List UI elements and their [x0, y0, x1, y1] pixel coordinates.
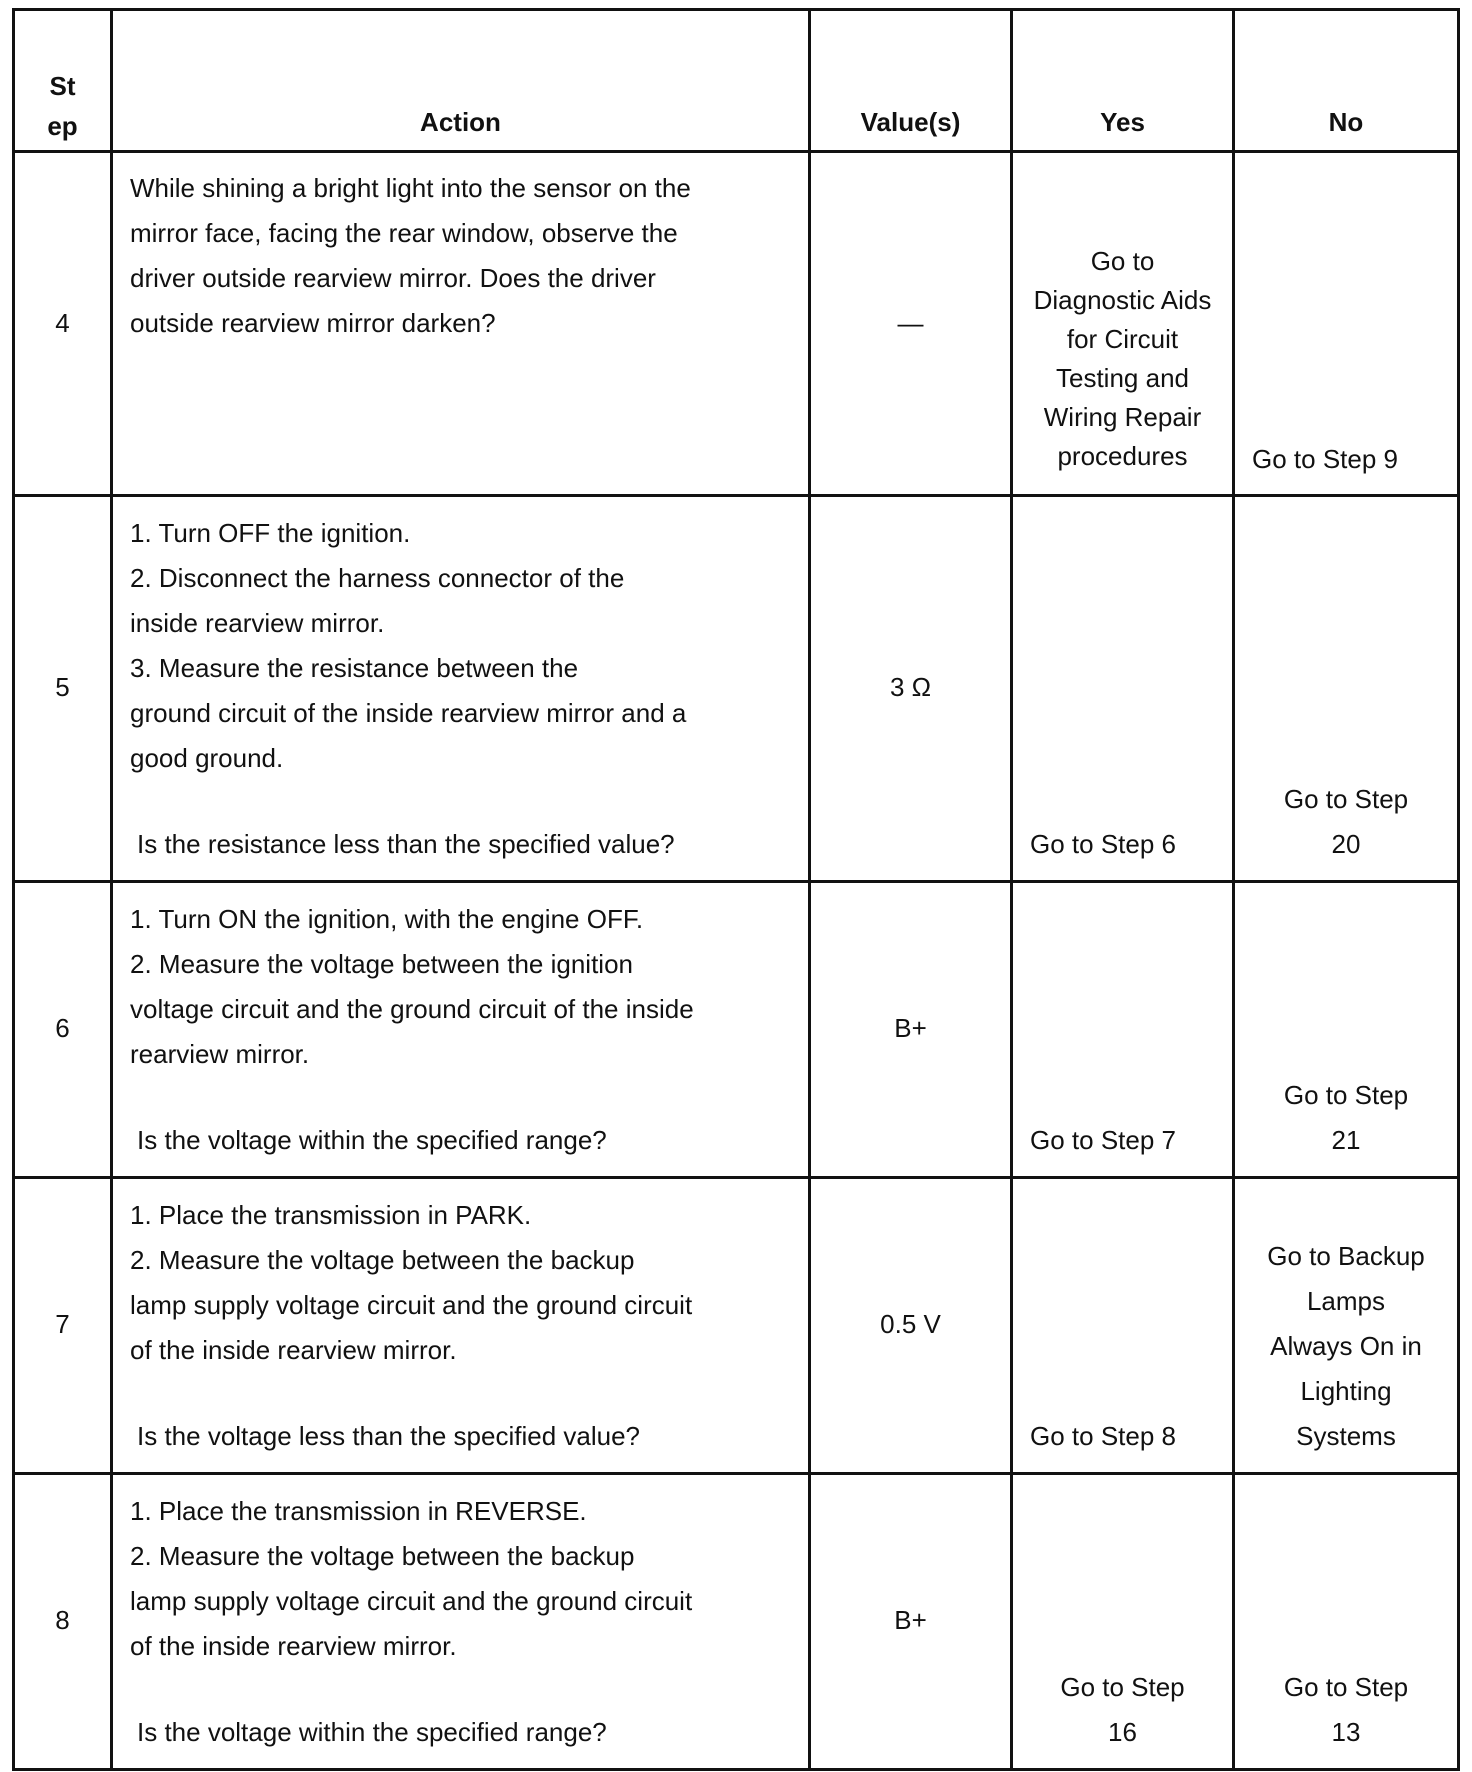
header-step: St ep: [47, 71, 78, 141]
action-line: lamp supply voltage circuit and the ground circuit: [130, 1290, 693, 1320]
step-number: 5: [55, 672, 70, 702]
action-line: 1. Turn OFF the ignition.: [130, 518, 411, 548]
action-line: 1. Turn ON the ignition, with the engine OFF.: [130, 904, 644, 934]
table-border-bottom: [12, 1768, 1460, 1771]
step-number: 8: [55, 1605, 70, 1635]
step-number: 6: [55, 1013, 70, 1043]
action-text: [130, 511, 800, 781]
action-line: 1. Place the transmission in REVERSE.: [130, 1496, 587, 1526]
action-line: driver outside rearview mirror. Does the driver: [130, 263, 656, 293]
action-line: good ground.: [130, 743, 284, 773]
action-line: rearview mirror.: [130, 1039, 310, 1069]
action-line: 3. Measure the resistance between the: [130, 653, 579, 683]
yes-cell: Go to Step 7: [1030, 1125, 1176, 1155]
action-line: of the inside rearview mirror.: [130, 1335, 457, 1365]
no-cell: Go to Step 13: [1283, 1672, 1409, 1747]
no-cell: Go to Step 21: [1283, 1080, 1409, 1155]
row-divider: [12, 150, 1460, 153]
action-text: [130, 897, 800, 1077]
table-border-top: [12, 8, 1460, 11]
col-divider: [1232, 8, 1235, 1771]
header-values: Value(s): [860, 107, 961, 137]
header-yes: Yes: [1100, 107, 1145, 137]
action-line: lamp supply voltage circuit and the ground circuit: [130, 1586, 693, 1616]
yes-cell: Go to Step 6: [1030, 829, 1176, 859]
col-divider: [110, 8, 113, 1771]
no-cell: Go to Step 20: [1283, 784, 1409, 859]
action-line: 2. Measure the voltage between the backup: [130, 1245, 635, 1275]
action-line: While shining a bright light into the sensor on the: [130, 173, 691, 203]
row-divider: [12, 494, 1460, 497]
action-line: outside rearview mirror darken?: [130, 308, 496, 338]
action-line: 2. Measure the voltage between the ignition: [130, 949, 634, 979]
row-divider: [12, 1176, 1460, 1179]
value-cell: B+: [894, 1013, 927, 1043]
table-border-left: [12, 8, 15, 1771]
action-line: voltage circuit and the ground circuit of the inside: [130, 994, 694, 1024]
action-text: [130, 1193, 800, 1373]
action-question: Is the voltage within the specified range?: [137, 1125, 607, 1155]
action-text: [130, 1489, 800, 1669]
step-number: 4: [55, 308, 70, 338]
header-no: No: [1328, 107, 1364, 137]
yes-cell: Go to Step 16: [1060, 1672, 1185, 1747]
row-divider: [12, 1472, 1460, 1475]
header-action: Action: [420, 107, 501, 137]
action-line: 2. Disconnect the harness connector of the: [130, 563, 625, 593]
row-divider: [12, 880, 1460, 883]
value-cell: —: [897, 308, 924, 338]
yes-cell: Go to Diagnostic Aids for Circuit Testing and Wiring Repair procedures: [1033, 246, 1212, 471]
table-border-right: [1457, 8, 1460, 1771]
action-question: Is the voltage within the specified range?: [137, 1717, 607, 1747]
action-line: of the inside rearview mirror.: [130, 1631, 457, 1661]
action-question: Is the resistance less than the specified value?: [137, 829, 675, 859]
action-line: ground circuit of the inside rearview mirror and a: [130, 698, 687, 728]
col-divider: [808, 8, 811, 1771]
value-cell: 0.5 V: [880, 1309, 941, 1339]
no-cell: Go to Step 9: [1252, 444, 1398, 474]
value-cell: B+: [894, 1605, 927, 1635]
value-cell: 3 Ω: [889, 672, 932, 702]
yes-cell: Go to Step 8: [1030, 1421, 1176, 1451]
action-line: inside rearview mirror.: [130, 608, 385, 638]
no-cell: Go to Backup Lamps Always On in Lighting Systems: [1267, 1241, 1425, 1451]
action-line: mirror face, facing the rear window, observe the: [130, 218, 678, 248]
action-question: Is the voltage less than the specified value?: [137, 1421, 640, 1451]
action-line: 2. Measure the voltage between the backup: [130, 1541, 635, 1571]
action-line: 1. Place the transmission in PARK.: [130, 1200, 532, 1230]
action-text: [130, 166, 800, 346]
step-number: 7: [55, 1309, 70, 1339]
